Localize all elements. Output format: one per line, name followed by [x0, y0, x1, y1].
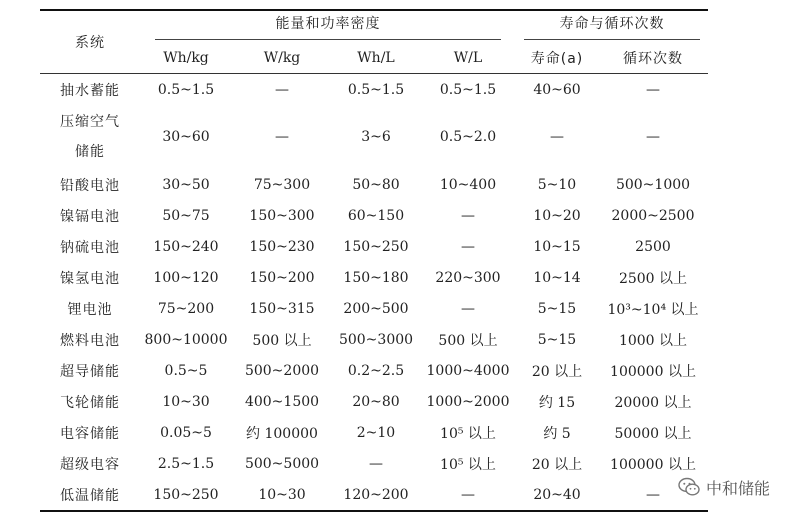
table-cell: 75~300	[253, 176, 311, 193]
table-cell: 2~10	[356, 424, 396, 441]
table-cell: —	[646, 486, 660, 503]
table-cell: —	[550, 129, 564, 145]
system-name-cell: 电容储能	[60, 425, 120, 442]
system-name-cell: 锂电池	[67, 301, 113, 318]
table-row	[40, 105, 708, 169]
table-cell: 100000 以上	[610, 363, 696, 380]
energy-storage-table	[40, 9, 708, 512]
table-cell: —	[369, 455, 383, 472]
table-cell: 0.5~1.5	[157, 81, 215, 98]
table-cell: 约 15	[538, 394, 576, 411]
column-header: W/kg	[263, 49, 301, 66]
column-header: 循环次数	[623, 50, 683, 67]
table-cell: 约 5	[543, 425, 571, 442]
table-cell: 500 以上	[252, 332, 312, 349]
table-cell: 50000 以上	[614, 425, 692, 442]
column-header: W/L	[453, 49, 483, 66]
table-row	[40, 479, 708, 511]
table-cell: 40~60	[533, 81, 581, 98]
table-cell: 500 以上	[438, 332, 498, 349]
table-cell: 0.2~2.5	[347, 362, 405, 379]
header-group-energy-label: 能量和功率密度	[155, 13, 501, 40]
table-cell: —	[646, 129, 660, 145]
table-cell: 3~6	[361, 129, 391, 145]
header-row-top	[40, 10, 708, 42]
column-header: Wh/L	[357, 49, 395, 66]
table-cell: —	[461, 486, 475, 503]
wechat-icon	[678, 477, 700, 497]
system-name-cell: 镍镉电池	[60, 208, 120, 225]
table-cell: 10~15	[533, 238, 581, 255]
column-header: 寿命(a)	[530, 50, 584, 67]
system-name-cell: 飞轮储能	[60, 394, 120, 411]
table-cell: 10⁵ 以上	[440, 425, 496, 442]
table-cell: 10³~10⁴ 以上	[607, 301, 699, 318]
table-cell: 20000 以上	[614, 394, 692, 411]
table-cell: 60~150	[347, 207, 405, 224]
table-cell: 150~250	[343, 238, 409, 255]
table-row	[40, 293, 708, 324]
table-cell: —	[275, 129, 289, 145]
table-cell: 150~180	[343, 269, 409, 286]
table-cell: 150~240	[153, 238, 219, 255]
table-cell: 10~30	[258, 486, 306, 503]
table-cell: 0.05~5	[160, 424, 212, 441]
table-row	[40, 231, 708, 262]
table-row	[40, 386, 708, 417]
table-cell: —	[461, 238, 475, 255]
table-cell: 30~50	[162, 176, 210, 193]
table-cell: 约 100000	[246, 425, 318, 442]
table-cell: 20 以上	[531, 363, 583, 380]
system-name-cell: 超级电容	[60, 456, 120, 473]
table-cell: 10⁵ 以上	[440, 456, 496, 473]
system-name-cell: 铅酸电池	[60, 177, 120, 194]
table-cell: 150~200	[249, 269, 315, 286]
table-body	[40, 74, 708, 512]
table-cell: 400~1500	[244, 393, 320, 410]
header-group-energy	[140, 10, 516, 42]
header-group-life	[516, 10, 708, 42]
table-row	[40, 200, 708, 231]
table-cell: 5~15	[537, 331, 577, 348]
table-cell: —	[275, 81, 289, 98]
table-cell: 0.5~1.5	[347, 81, 405, 98]
system-name-cell: 燃料电池	[60, 332, 120, 349]
table-cell: 50~80	[352, 176, 400, 193]
table-cell: 500~5000	[244, 455, 320, 472]
table-cell: 150~300	[249, 207, 315, 224]
table-cell: 220~300	[435, 269, 501, 286]
table-cell: 2500 以上	[618, 270, 688, 287]
table-cell: 20~80	[352, 393, 400, 410]
header-group-life-label: 寿命与循环次数	[524, 13, 701, 40]
table-cell: —	[461, 300, 475, 317]
table-cell: 100~120	[153, 269, 219, 286]
table-cell: 75~200	[157, 300, 215, 317]
system-name-cell: 超导储能	[60, 363, 120, 380]
table-cell: 2.5~1.5	[157, 455, 215, 472]
table-cell: 100000 以上	[610, 456, 696, 473]
table-cell: 20~40	[533, 486, 581, 503]
column-header: Wh/kg	[163, 49, 209, 66]
table-cell: —	[646, 81, 660, 98]
table-row	[40, 448, 708, 479]
table-row	[40, 355, 708, 386]
table-cell: 5~15	[537, 300, 577, 317]
table-cell: 2500	[635, 238, 671, 255]
table-cell: 120~200	[343, 486, 409, 503]
system-name-cell: 镍氢电池	[60, 270, 120, 287]
table-cell: 150~315	[249, 300, 315, 317]
table-cell: 10~400	[439, 176, 497, 193]
table-cell: 20 以上	[531, 456, 583, 473]
table-row	[40, 262, 708, 293]
table-cell: —	[461, 207, 475, 224]
table-cell: 800~10000	[144, 331, 228, 348]
system-name-cell: 钠硫电池	[60, 239, 120, 256]
table-row	[40, 324, 708, 355]
table-cell: 0.5~5	[164, 362, 208, 379]
table-cell: 10~30	[162, 393, 210, 410]
table-cell: 1000~4000	[426, 362, 510, 379]
table-cell: 0.5~1.5	[439, 81, 497, 98]
table-cell: 10~20	[533, 207, 581, 224]
table-cell: 0.5~2.0	[439, 129, 497, 145]
table-cell: 150~230	[249, 238, 315, 255]
table-cell: 500~3000	[338, 331, 414, 348]
table-cell: 2000~2500	[611, 207, 695, 224]
table-cell: 500~2000	[244, 362, 320, 379]
watermark	[674, 475, 774, 499]
table-cell: 1000 以上	[618, 332, 688, 349]
table-cell: 500~1000	[615, 176, 691, 193]
system-name-cell: 低温储能	[60, 487, 120, 504]
watermark-text: 中和储能	[705, 478, 770, 498]
table-cell: 200~500	[343, 300, 409, 317]
header-system: 系统	[75, 35, 105, 51]
header-row-sub	[40, 42, 708, 74]
system-name-cell: 压缩空气储能	[60, 114, 120, 160]
table-row	[40, 417, 708, 448]
table-cell: 50~75	[162, 207, 210, 224]
table-cell: 5~10	[537, 176, 577, 193]
system-name-cell: 抽水蓄能	[60, 82, 120, 99]
table-cell: 150~250	[153, 486, 219, 503]
table-cell: 30~60	[162, 129, 210, 145]
table-row	[40, 169, 708, 200]
table-cell: 10~14	[533, 269, 581, 286]
table-cell: 1000~2000	[426, 393, 510, 410]
table-row	[40, 74, 708, 106]
